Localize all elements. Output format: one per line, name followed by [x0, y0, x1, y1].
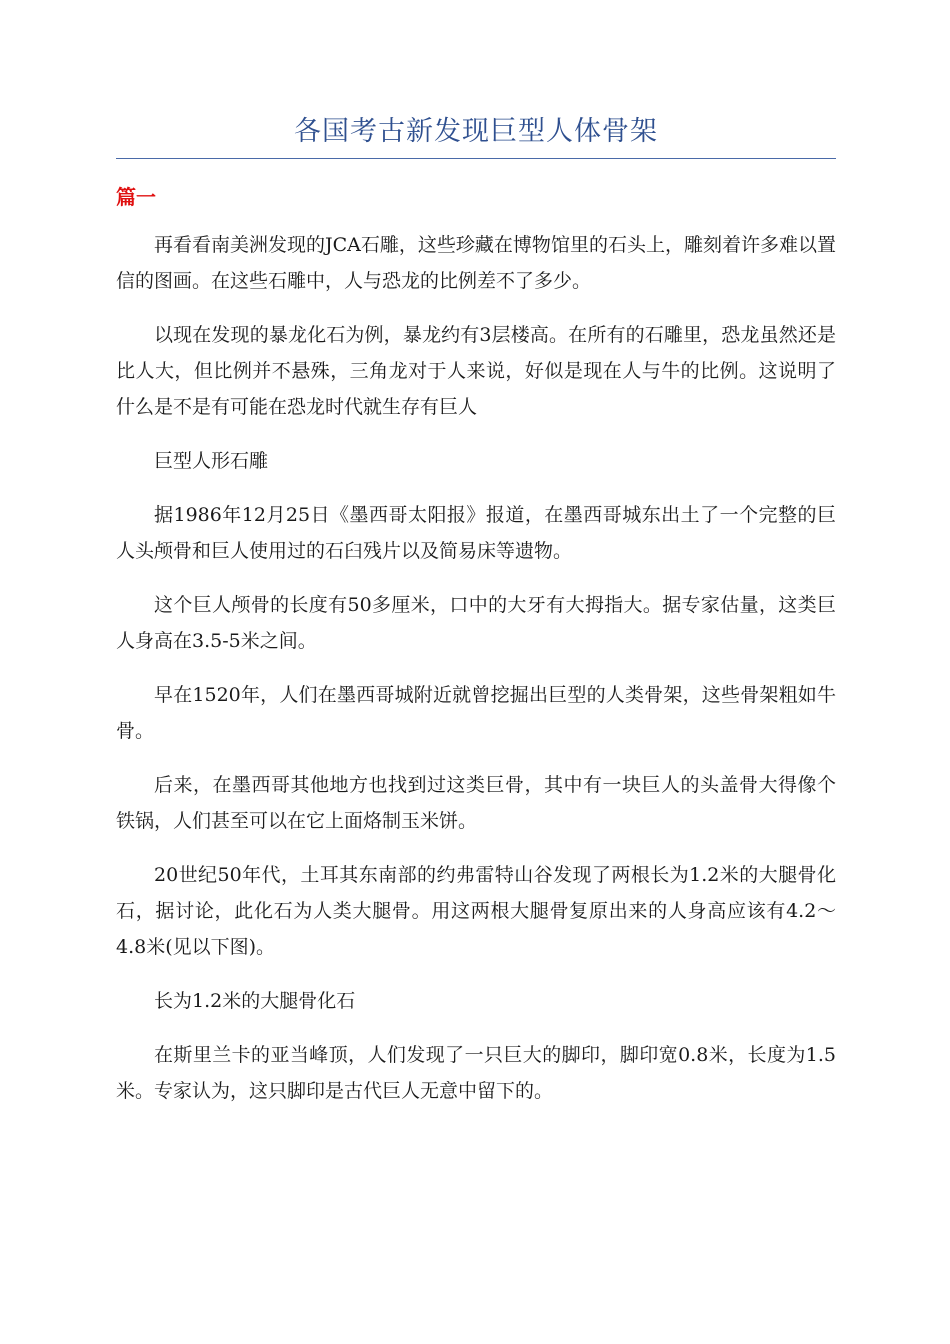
paragraph: 20世纪50年代，土耳其东南部的约弗雷特山谷发现了两根长为1.2米的大腿骨化石，据讨论，此化石为人类大腿骨。用这两根大腿骨复原出来的人身高应该有4.2～4.8米(见以下图)。 [116, 864, 836, 958]
paragraph: 再看看南美洲发现的JCA石雕，这些珍藏在博物馆里的石头上，雕刻着许多难以置信的图画。在这些石雕中，人与恐龙的比例差不了多少。 [116, 234, 836, 292]
section-heading: 篇一 [116, 185, 156, 209]
paragraph: 早在1520年，人们在墨西哥城附近就曾挖掘出巨型的人类骨架，这些骨架粗如牛骨。 [116, 684, 836, 742]
paragraph: 以现在发现的暴龙化石为例，暴龙约有3层楼高。在所有的石雕里，恐龙虽然还是比人大，但比例并不悬殊，三角龙对于人来说，好似是现在人与牛的比例。这说明了什么是不是有可能在恐龙时代就生存有巨人 [116, 324, 836, 418]
document-title: 各国考古新发现巨型人体骨架 [294, 116, 658, 147]
paragraph: 这个巨人颅骨的长度有50多厘米，口中的大牙有大拇指大。据专家估量，这类巨人身高在3.5-5米之间。 [116, 594, 836, 652]
paragraph: 据1986年12月25日《墨西哥太阳报》报道，在墨西哥城东出土了一个完整的巨人头颅骨和巨人使用过的石臼残片以及简易床等遗物。 [116, 504, 836, 562]
paragraph: 后来，在墨西哥其他地方也找到过这类巨骨，其中有一块巨人的头盖骨大得像个铁锅，人们甚至可以在它上面烙制玉米饼。 [116, 774, 836, 832]
document-body [116, 227, 836, 1109]
document-page [116, 112, 836, 1109]
paragraph-subheading: 长为1.2米的大腿骨化石 [154, 990, 356, 1012]
paragraph-subheading: 巨型人形石雕 [154, 450, 269, 472]
title-underline-rule [116, 158, 836, 159]
paragraph: 在斯里兰卡的亚当峰顶，人们发现了一只巨大的脚印，脚印宽0.8米，长度为1.5米。专家认为，这只脚印是古代巨人无意中留下的。 [116, 1044, 836, 1102]
